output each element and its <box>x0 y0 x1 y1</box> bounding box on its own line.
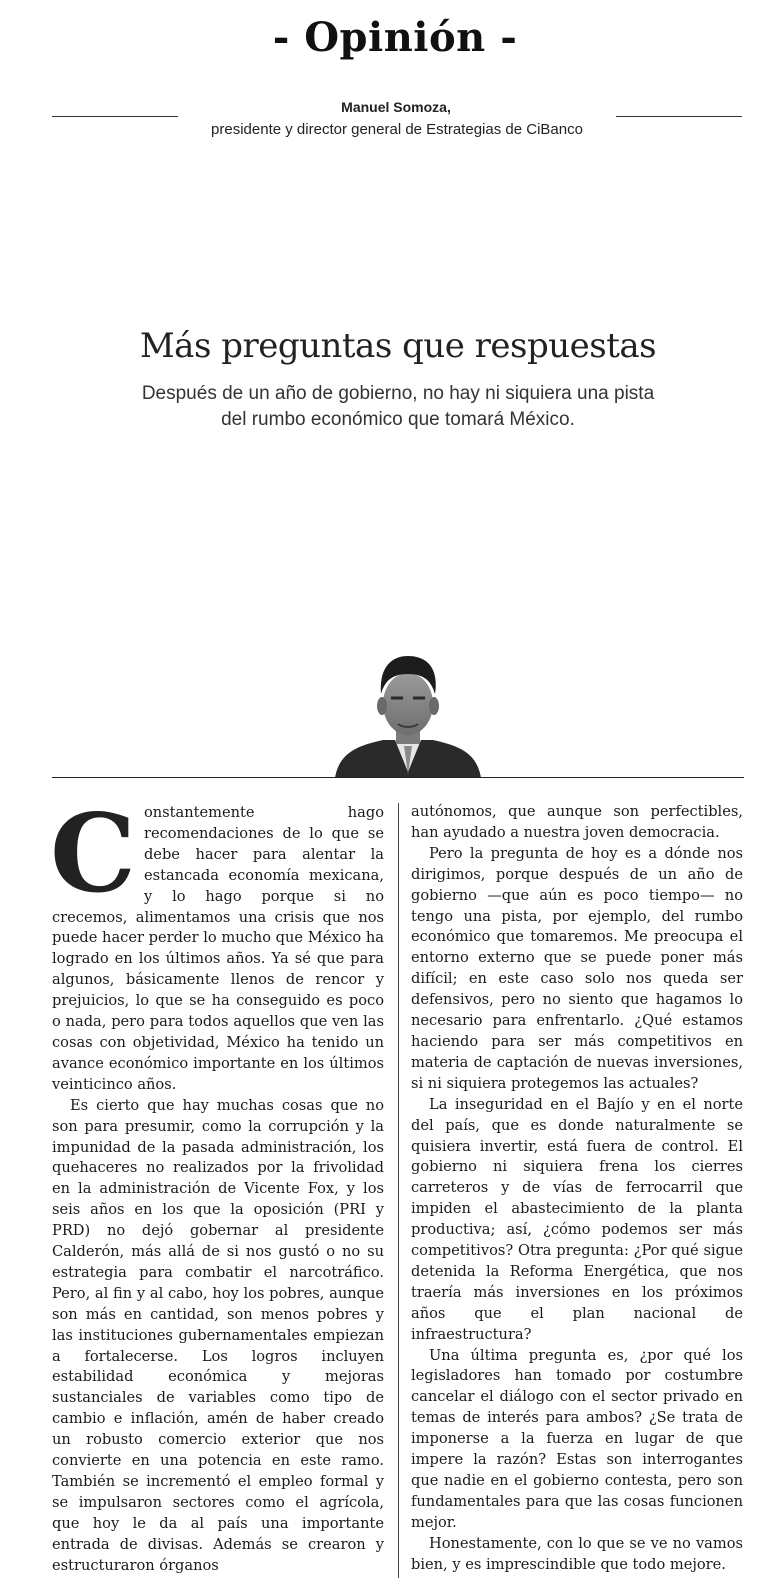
drop-cap: C <box>50 791 136 917</box>
paragraph <box>50 791 384 1096</box>
paragraph: autónomos, que aunque son perfectibles, han ayudado a nuestra joven democracia. <box>411 803 743 841</box>
author-photo <box>333 654 483 778</box>
paragraph: Honestamente, con lo que se ve no vamos bien, y es imprescindible que todo mejore. <box>411 1534 743 1573</box>
author-name: Manuel Somoza, <box>341 99 451 115</box>
section-title: - Opinión - <box>272 14 518 61</box>
article-deck <box>0 381 768 433</box>
header-rule-right <box>616 116 742 117</box>
article-column-2 <box>411 802 743 1576</box>
deck-line-1: Después de un año de gobierno, no hay ni siquiera una pista <box>141 383 655 404</box>
author-role: presidente y director general de Estrategias de CiBanco <box>211 121 583 138</box>
deck-line-2: del rumbo económico que tomará México. <box>221 409 575 430</box>
column-divider <box>398 803 399 1578</box>
paragraph: Pero la pregunta de hoy es a dónde nos dirigimos, porque después de un año de gobierno —que aún es poco tiempo— no tengo una pista, por ejemplo, del rumbo económico que tomaremos. Me preocupa el entorno externo que se puede poner más difícil; en este caso solo nos queda ser defensivos, pero no siento que hagamos lo necesario para enfrentarlo. ¿Qué estamos haciendo para ser más competitivos en materia de captación de nuevas inversiones, si ni siquiera protegemos las actuales? <box>411 844 743 1092</box>
header-rule-left <box>52 116 178 117</box>
article-headline: Más preguntas que respuestas <box>139 326 657 366</box>
article-top-rule <box>52 777 744 778</box>
paragraph: La inseguridad en el Bajío y en el norte del país, que es donde naturalmente se quisiera invertir, está fuera de control. El gobierno ni siquiera frena los cierres carreteros y de vías de ferrocarril que impiden el abastecimiento de la planta productiva; así, ¿cómo podemos ser más competitivos? Otra pregunta: ¿Por qué sigue detenida la Reforma Energética, que nos traería más inversiones en los próximos años que el plan nacional de infraestructura? <box>411 1095 743 1343</box>
paragraph: Es cierto que hay muchas cosas que no son para presumir, como la corrupción y la impunidad de la pasada administración, los quehaceres no realizados por la frivolidad en la administración de Vicente Fox, y los seis años en los que la oposición (PRI y PRD) no dejó gobernar al presidente Calderón, más allá de si nos gustó o no su estrategia para combatir el narcotráfico. Pero, al fin y al cabo, hoy los pobres, aunque son más en cantidad, son menos pobres y las instituciones gubernamentales empiezan a fortalecerse. Los logros incluyen estabilidad económica y mejoras sustanciales de variables como tipo de cambio e inflación, amén de haber creado un robusto comercio exterior que nos convierte en una potencia en este ramo. También se incrementó el empleo formal y se impulsaron sectores como el agrícola, que hoy le da al país una importante entrada de divisas. Además se crearon y estructuraron órganos <box>52 1096 384 1574</box>
paragraph-text: onstantemente hago recomendaciones de lo que se debe hacer para alentar la estancada economía mexicana, y lo hago porque si no crecemos, alimentamos una crisis que nos puede hacer perder lo mucho que México ha logrado en los últimos años. Ya sé que para algunos, básicamente llenos de rencor y prejuicios, lo que se ha conseguido es poco o nada, pero para todos aquellos que ven las cosas con objetividad, México ha tenido un avance económico importante en los últimos veinticinco años. <box>52 804 384 1093</box>
article-column-1 <box>50 791 384 1577</box>
paragraph: Una última pregunta es, ¿por qué los legisladores han tomado por costumbre cancelar el diálogo con el sector privado en temas de interés para ambos? ¿Se trata de imponerse a la fuerza en lugar de que impere la razón? Estas son interrogantes que nadie en el gobierno contesta, pero son fundamentales para que las cosas funcionen mejor. <box>411 1346 743 1531</box>
